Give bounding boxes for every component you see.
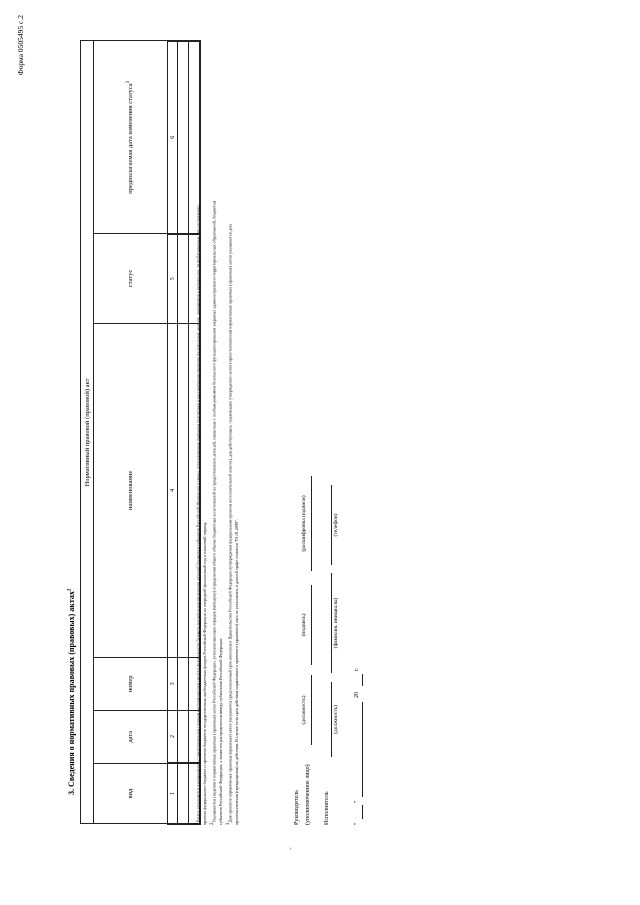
- col-header-type: вид: [94, 763, 168, 824]
- footnote: $^1$Раздел заполняется одновременно с представлением главным распорядителем средств федерального бюджета расчетов распределения дотаций бюджетам субъектов Российской Федерации в сроки, установленные графиком подготовки и рассмотрения проектов федеральных законов, документов и материалов, разрабатываемых при составлении проекта федерального бюджета и проектов бюджетов государственных внебюджетных фондов Российской Федерации на очередной финансовый год и плановый период.: [194, 205, 207, 825]
- head-sublabel: (уполномоченное лицо): [305, 764, 311, 825]
- footnote: $^2$Указываются сведения о нормативных правовых (правовых) актах Российской Федерации, устанавливающих порядок (методику) определения общего объема бюджетных ассигнований на предоставление дотаций, связанных с особым режимом безопасного функционирования закрытых административно-территориальных образований, бюджетам субъектов Российской Федерации, а также его распределения между субъектами Российской Федерации.: [209, 200, 223, 825]
- exec-name-line[interactable]: [331, 573, 332, 673]
- table-cell[interactable]: [178, 763, 189, 824]
- col-number: 4: [168, 323, 178, 657]
- table-row: [178, 41, 189, 824]
- col-number: 3: [168, 657, 178, 710]
- group-header: Нормативный правовой (правовой) акт: [81, 41, 94, 824]
- table-cell[interactable]: [178, 657, 189, 710]
- exec-phone-hint: (телефон): [333, 513, 339, 537]
- head-name-hint: (расшифровка подписи): [301, 495, 307, 552]
- exec-position-hint: (должность): [333, 705, 339, 734]
- exec-label: Исполнитель: [324, 791, 330, 825]
- date-year-suffix: г.: [354, 667, 360, 671]
- col-header-date: дата: [94, 710, 168, 763]
- date-year-prefix: 20: [354, 692, 360, 698]
- table-cell[interactable]: [178, 234, 189, 324]
- date-quote-close: ": [354, 800, 360, 803]
- head-position-line[interactable]: [311, 675, 312, 745]
- section-title-note: 2: [67, 588, 73, 592]
- date-quote-open: ": [354, 822, 360, 825]
- date-day-line[interactable]: [362, 805, 363, 819]
- date-month-line[interactable]: [362, 702, 363, 797]
- head-name-line[interactable]: [311, 476, 312, 571]
- footnotes: [194, 195, 242, 825]
- col-header-status: статус: [94, 234, 168, 324]
- table-cell[interactable]: [178, 41, 189, 234]
- col-number: 5: [168, 234, 178, 324]
- footnote: $^3$Для проектов нормативных правовых (правовых) актов указывается предполагаемый срок внесения в Правительство Российской Федерации (утверждения федеральным органом исполнительной власти), для действующих, подлежащих утверждению актов (приостановления) нормативных правовых (правовых) актов указывается дата приостановления (прекращения) их действия. В случае если срок действия нормативного правового (правового) акта не установлен, в данной графе ставится "01.01.2099".: [225, 223, 239, 825]
- table-cell[interactable]: [178, 323, 189, 657]
- col-header-note: 3: [126, 80, 132, 84]
- head-signature-hint: (подпись): [301, 613, 307, 637]
- margin-mark: -: [286, 847, 295, 850]
- section-title-text: 3. Сведения о нормативных правовых (правовых) актах: [67, 591, 76, 795]
- legal-acts-table: [80, 40, 201, 825]
- section-title: [67, 589, 76, 795]
- exec-phone-line[interactable]: [331, 485, 332, 565]
- col-number: 6: [168, 41, 178, 234]
- head-signature-line[interactable]: [311, 585, 312, 665]
- col-number: 1: [168, 763, 178, 824]
- col-header-name: наименование: [94, 323, 168, 657]
- exec-position-line[interactable]: [331, 682, 332, 757]
- exec-name-hint: (фамилия, инициалы): [333, 597, 339, 649]
- head-position-hint: (должность): [301, 695, 307, 725]
- col-header-number: номер: [94, 657, 168, 710]
- table-cell[interactable]: [178, 710, 189, 763]
- date-year-line[interactable]: [362, 674, 363, 686]
- col-number: 2: [168, 710, 178, 763]
- col-header-status-change-date: предполагаемая дата изменения статуса$^3$: [94, 41, 168, 234]
- form-code: Форма 0505495 с.2: [16, 15, 25, 76]
- head-label: Руководитель: [294, 790, 300, 825]
